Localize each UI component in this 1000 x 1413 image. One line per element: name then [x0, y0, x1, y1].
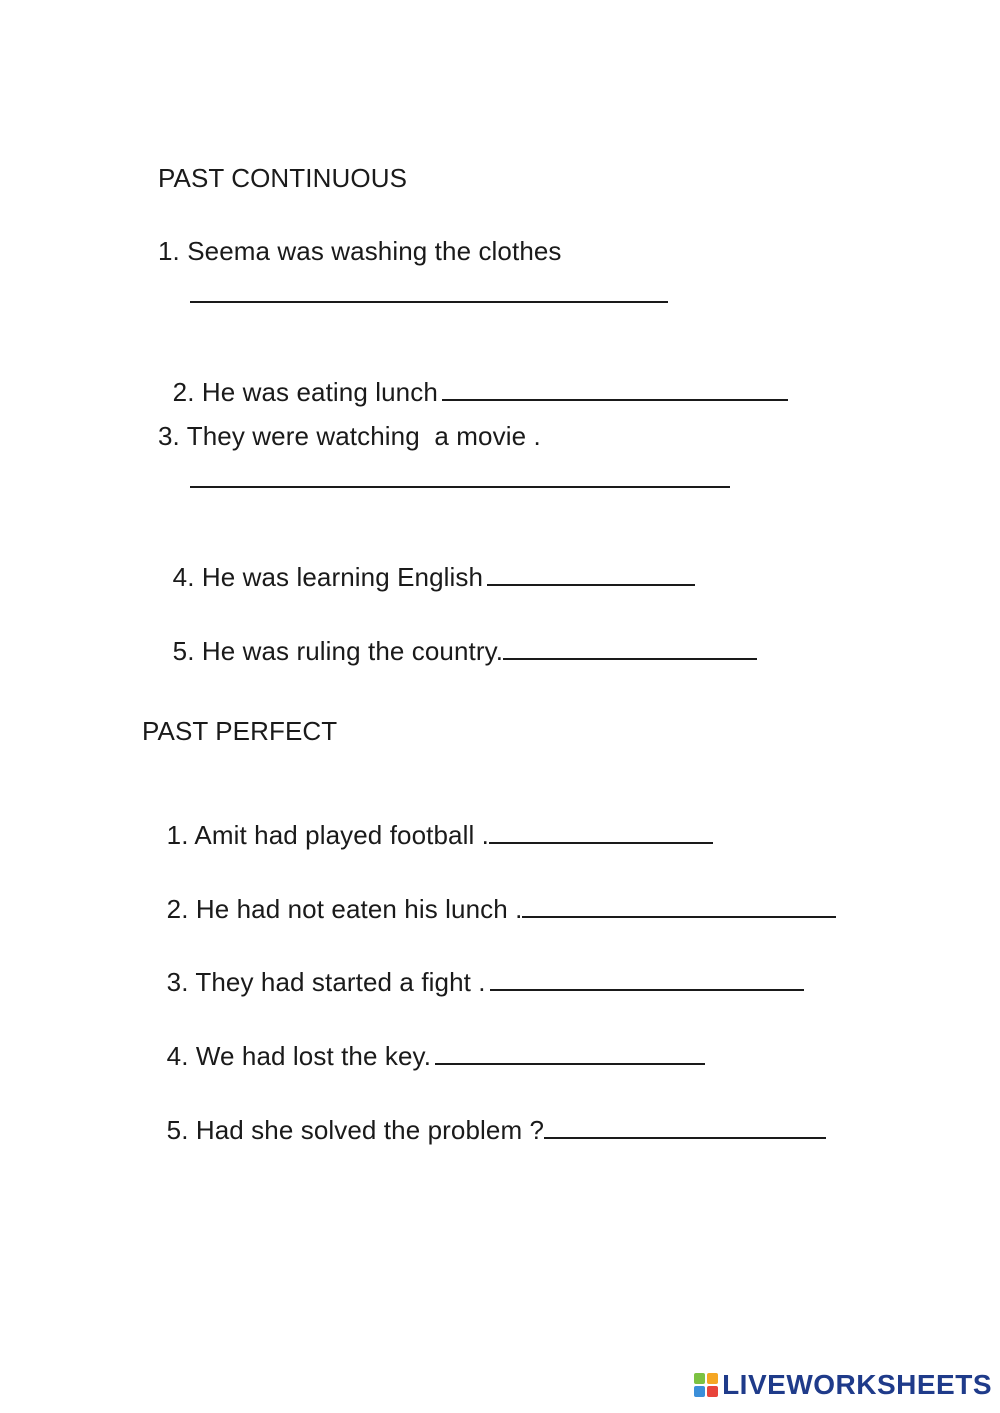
answer-blank[interactable] [487, 562, 695, 586]
exercise-item-text: 4. He was learning English [172, 562, 484, 592]
liveworksheets-logo-icon [694, 1373, 718, 1397]
answer-blank[interactable] [190, 299, 668, 303]
exercise-item-text: 5. Had she solved the problem ? [166, 1115, 545, 1145]
exercise-item: 1. Seema was washing the clothes [158, 236, 562, 266]
exercise-item-text: 4. We had lost the key. [166, 1041, 432, 1071]
section-heading-past-continuous: PAST CONTINUOUS [158, 163, 408, 193]
answer-blank[interactable] [503, 636, 757, 660]
exercise-item [152, 1011, 705, 1071]
answer-blank[interactable] [489, 820, 713, 844]
exercise-item-text: 5. He was ruling the country. [172, 636, 504, 666]
exercise-item-text: 2. He was eating lunch [172, 377, 438, 407]
exercise-item-text: 1. Amit had played football . [166, 820, 489, 850]
exercise-item [158, 532, 695, 592]
answer-blank[interactable] [435, 1041, 705, 1065]
answer-blank[interactable] [442, 377, 788, 401]
answer-blank[interactable] [544, 1115, 826, 1139]
exercise-item-text: 2. He had not eaten his lunch . [166, 894, 523, 924]
exercise-item: 3. They were watching a movie . [158, 421, 541, 451]
exercise-item-text: 3. They had started a fight . [166, 967, 486, 997]
exercise-item [152, 1085, 826, 1145]
answer-blank[interactable] [190, 484, 730, 488]
brand-name: LIVEWORKSHEETS [722, 1369, 992, 1400]
liveworksheets-logo [694, 1369, 992, 1401]
exercise-item [152, 790, 713, 850]
answer-blank[interactable] [490, 967, 804, 991]
section-heading-past-perfect: PAST PERFECT [142, 716, 338, 746]
exercise-item [152, 937, 804, 997]
exercise-item [158, 347, 788, 407]
exercise-item [158, 606, 757, 666]
answer-blank[interactable] [522, 894, 836, 918]
exercise-item [152, 864, 836, 924]
